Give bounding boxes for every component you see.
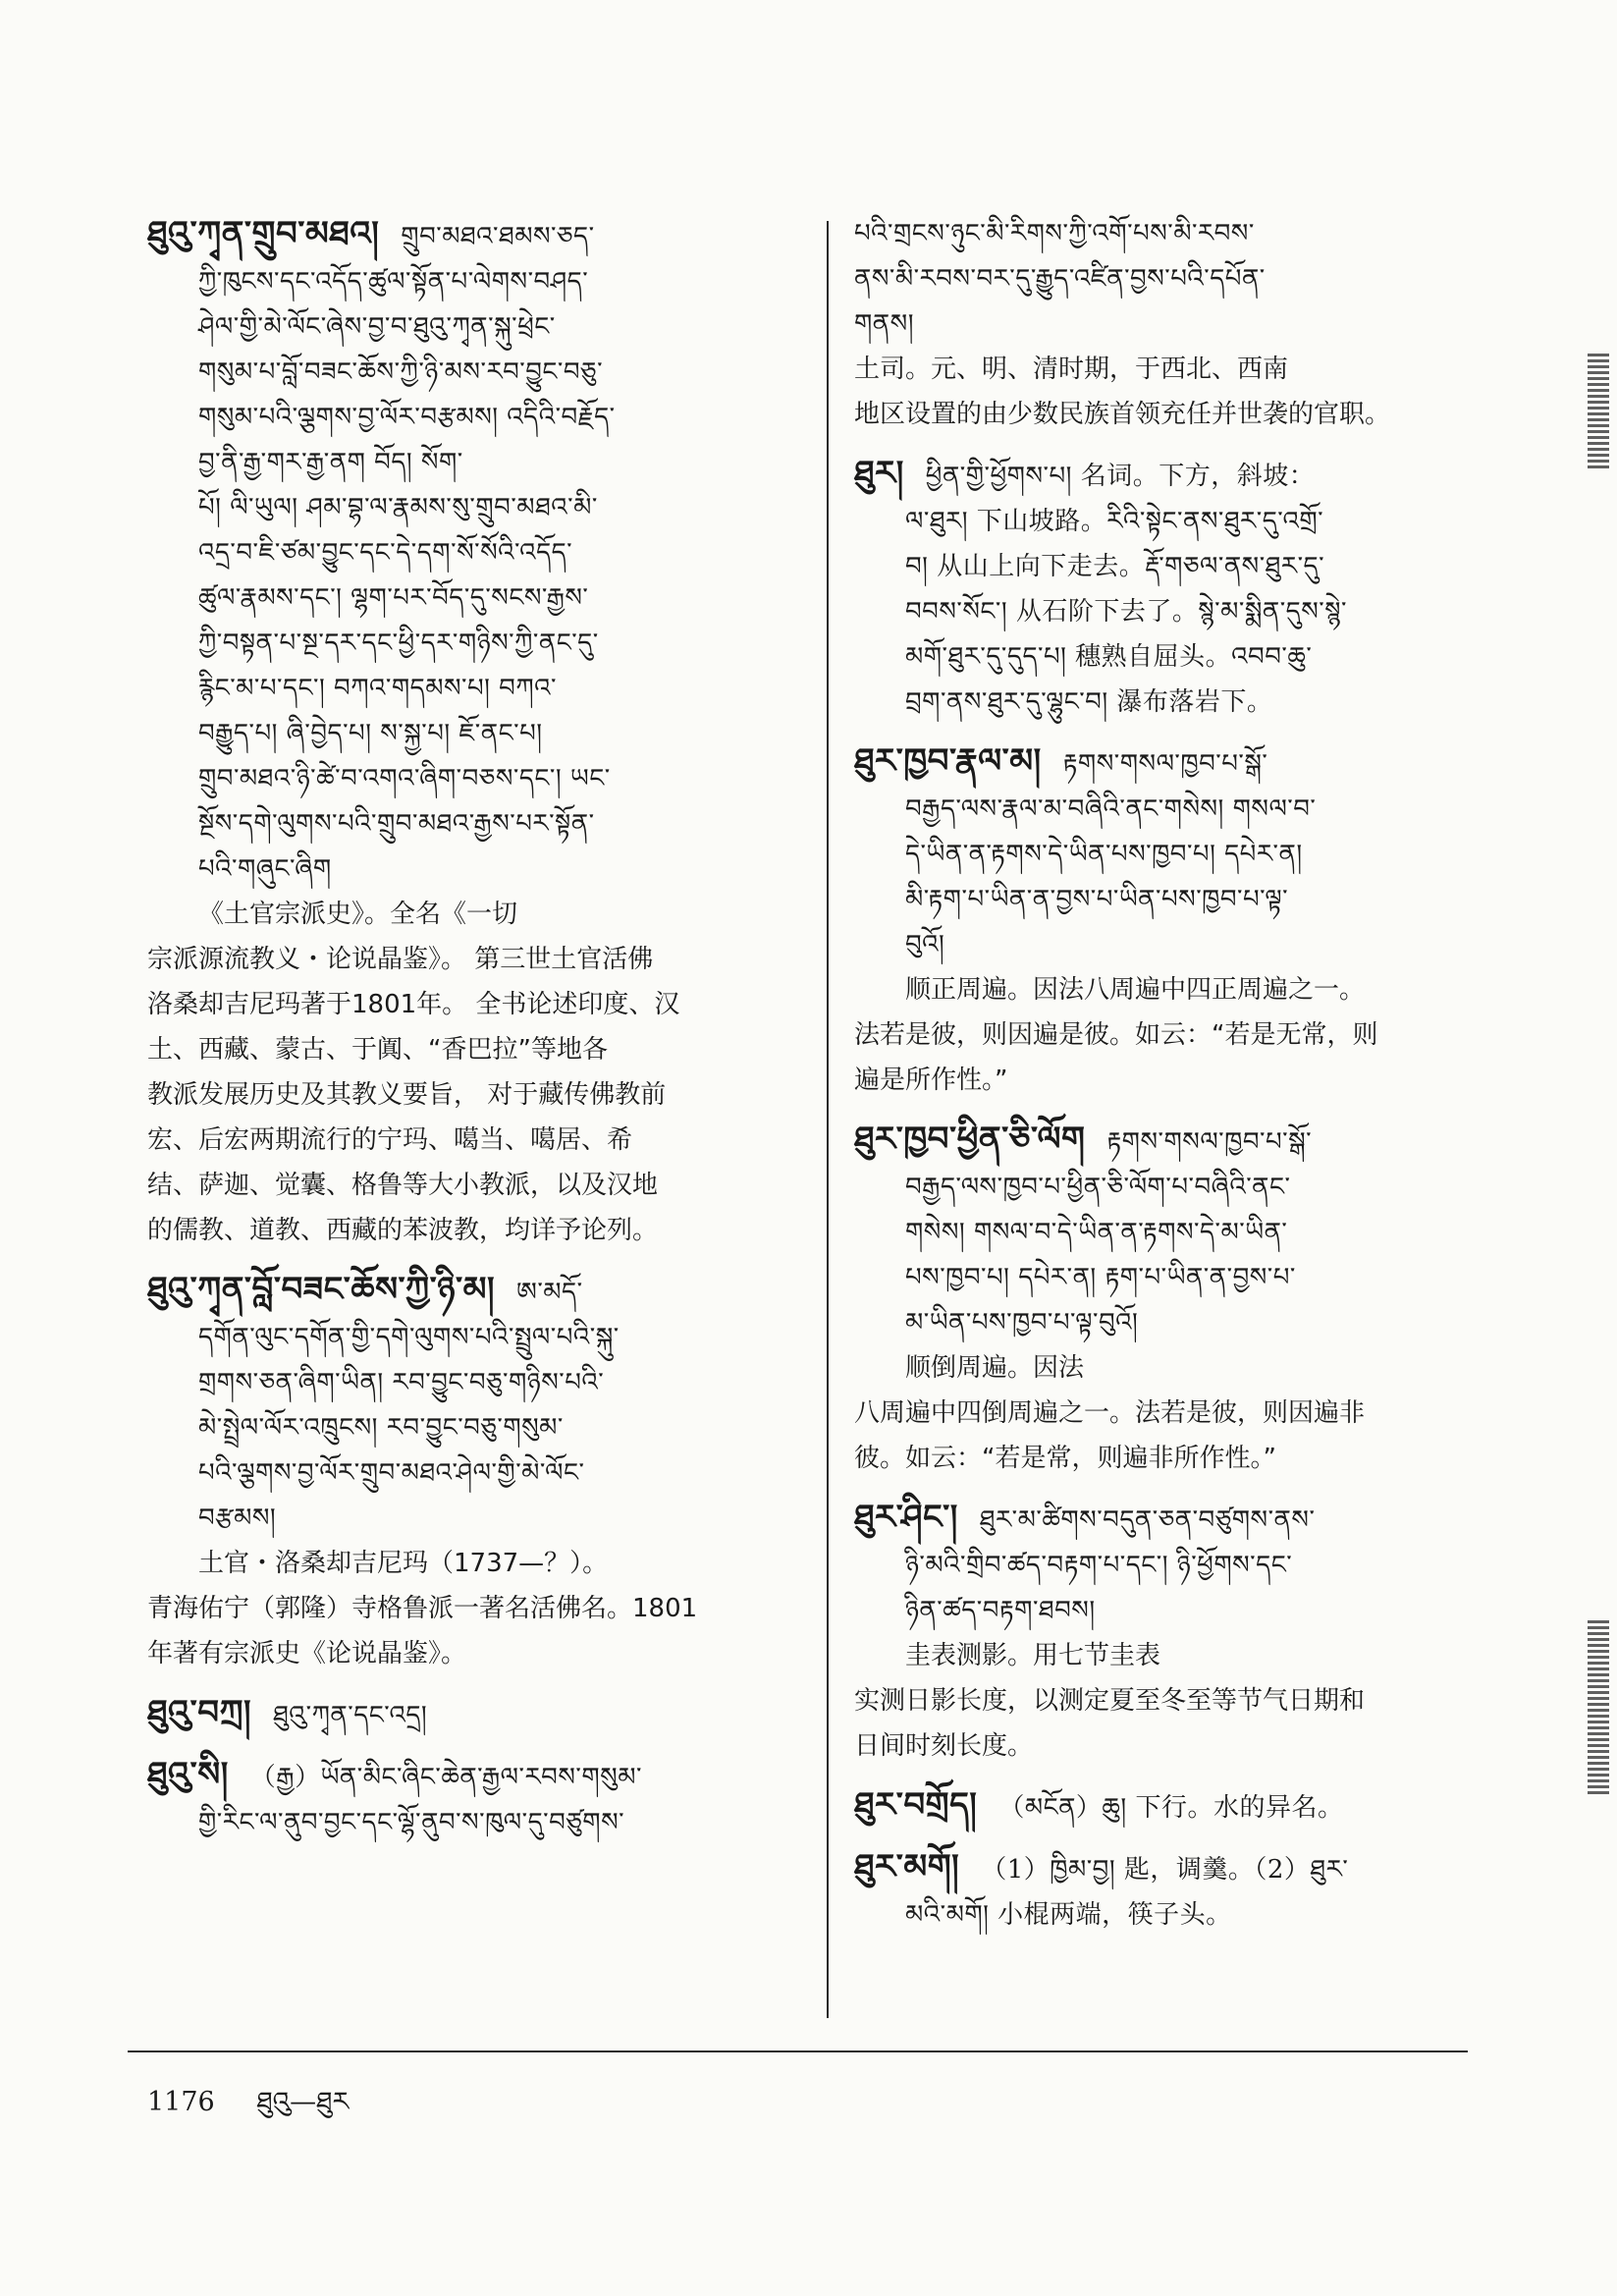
chinese-definition: 年著有宗派史《论说晶鉴》。 (147, 1639, 467, 1668)
tibetan-text: གསུམ་པ་བློ་བཟང་ཆོས་ཀྱི་ཉི་མས་རབ་བྱུང་བཅུ་ (198, 357, 604, 387)
headword: ཐུར་བགྲོད། (854, 1785, 978, 1825)
tibetan-text: གྲུབ་མཐའ་ཉི་ཚེ་བ་འགའ་ཞིག་བཅས་དང་། ཡང་ (198, 764, 611, 793)
entry-line (854, 589, 1482, 634)
footer-rule (128, 2050, 1468, 2052)
tibetan-text: ཤེལ་གྱི་མེ་ལོང་ཞེས་བྱ་བ་ཐུའུ་ཀྭན་སྐུ་ཕྲེང་ (198, 312, 556, 342)
entry-line (854, 1844, 1482, 1892)
chinese-definition: 教派发展历史及其教义要旨， 对于藏传佛教前 (147, 1080, 667, 1110)
tibetan-text: གསེས། གསལ་བ་དེ་ཡིན་ན་རྟགས་དེ་མ་ཡིན་ (905, 1218, 1288, 1247)
entry-line (854, 680, 1482, 725)
tibetan-text: ཀྱི་ཁུངས་དང་འདོད་ཚུལ་སྟོན་པ་ལེགས་བཤད་ (198, 267, 589, 297)
headword: ཐུའུ་ཀྭན་བློ་བཟང་ཆོས་ཀྱི་ཉི་མ། (147, 1270, 496, 1309)
chinese-definition: 地区设置的由少数民族首领充任并世袭的官职。 (854, 400, 1391, 429)
entry-line (854, 1495, 1482, 1543)
entry-line (147, 304, 795, 350)
entry-line (854, 1543, 1482, 1588)
column-divider (827, 221, 829, 2018)
chinese-definition: 顺正周遍。因法八周遍中四正周遍之一。 (905, 975, 1366, 1005)
entry-line (147, 395, 795, 440)
entry-line (147, 350, 795, 395)
entry-line (147, 1360, 795, 1405)
chinese-definition: 《土官宗派史》。全名《一切 (198, 900, 518, 929)
entry-line (854, 1588, 1482, 1633)
chinese-definition: 的儒教、道教、西藏的苯波教，均详予论列。 (147, 1216, 659, 1245)
page-number: 1176 (147, 2087, 215, 2117)
entry-line (854, 1210, 1482, 1255)
entry-line (854, 1300, 1482, 1345)
dictionary-entry (854, 1495, 1482, 1769)
dictionary-entry (854, 451, 1482, 725)
entry-line (147, 485, 795, 530)
chinese-definition: 遍是所作性。” (854, 1066, 1008, 1095)
tibetan-text: མི་རྟག་པ་ཡིན་ན་བྱས་པ་ཡིན་པས་ཁྱབ་པ་ལྟ་ (905, 885, 1289, 914)
tibetan-text: ཉི་མའི་གྲིབ་ཚད་བརྟག་པ་དང་། ཉི་ཕྱོགས་དང་ (905, 1551, 1293, 1580)
entry-line (147, 259, 795, 304)
entry-line (147, 847, 795, 892)
chinese-definition: 青海佑宁（郭隆）寺格鲁派一著名活佛名。1801 (147, 1594, 698, 1623)
entry-line (147, 801, 795, 847)
tibetan-text: བ། 从山上向下走去。རྡོ་གཅལ་ནས་ཐུར་དུ་ (905, 552, 1325, 581)
chinese-definition: 圭表测影。用七节圭表 (905, 1641, 1161, 1670)
scan-edge-mark (1588, 354, 1609, 471)
tibetan-text: འདྲ་བ་ཇི་ཙམ་བྱུང་དང་དེ་དག་སོ་སོའི་འདོད་ (198, 538, 573, 568)
tibetan-text: མེ་སྤྲེལ་ལོར་འཁྲུངས། རབ་བྱུང་བཅུ་གསུམ་ (198, 1413, 564, 1443)
entry-line (854, 499, 1482, 544)
tibetan-text: སྔོས་དགེ་ལུགས་པའི་གྲུབ་མཐའ་རྒྱས་པར་སྟོན་ (198, 809, 595, 839)
entry-line (147, 756, 795, 801)
dictionary-entry (854, 211, 1482, 437)
tibetan-text: （རྒྱ）ཡོན་མིང་ཞིང་ཆེན་རྒྱལ་རབས་གསུམ་ (249, 1763, 642, 1792)
entry-line (147, 1800, 795, 1845)
entry-line (854, 1255, 1482, 1300)
tibetan-text: བུའོ། (905, 930, 945, 959)
entry-line (854, 301, 1482, 347)
entry-line (147, 211, 795, 259)
tibetan-text: དེ་ཡིན་ན་རྟགས་དེ་ཡིན་པས་ཁྱབ་པ། དཔེར་ན། (905, 840, 1303, 869)
tibetan-text: པའི་གྲངས་ཉུང་མི་རིགས་ཀྱི་འགོ་པས་མི་རབས་ (854, 219, 1255, 248)
chinese-definition: 实测日影长度，以测定夏至冬至等节气日期和 (854, 1686, 1366, 1716)
entry-line (854, 634, 1482, 680)
chinese-definition: 洛桑却吉尼玛著于1801年。 全书论述印度、汉 (147, 990, 680, 1019)
dictionary-entry (854, 738, 1482, 1103)
tibetan-text: （མངོན）ཆུ། 下行。水的异名。 (998, 1793, 1344, 1823)
tibetan-text: མའི་མགོ། 小棍两端，筷子头。 (905, 1900, 1232, 1930)
tibetan-text: རྙིང་མ་པ་དང་། བཀའ་གདམས་པ། བཀའ་ (198, 674, 557, 703)
entry-line (147, 1405, 795, 1450)
entry-line (147, 1690, 795, 1738)
tibetan-text: བྱ་ནི་རྒྱ་གར་རྒྱ་ནག བོད། སོག་ (198, 448, 463, 477)
chinese-definition: 土、西藏、蒙古、于阗、“香巴拉”等地各 (147, 1035, 608, 1065)
entry-line (854, 1782, 1482, 1831)
tibetan-text: དགོན་ལུང་དགོན་གྱི་དགེ་ལུགས་པའི་སྤྲུལ་པའི་སྐུ་ (198, 1323, 620, 1352)
headword: ཐུའུ་ཀྭན་གྲུབ་མཐའ། (147, 214, 380, 253)
tibetan-text: ཀྱི་བསྟན་པ་སྔ་དར་དང་ཕྱི་དར་གཉིས་ཀྱི་ནང་དུ་ (198, 629, 599, 658)
entry-line (147, 530, 795, 575)
entry-line (854, 877, 1482, 922)
tibetan-text: མགོ་ཐུར་དུ་དུད་པ། 穗熟自屈头。འབབ་ཆུ་ (905, 642, 1313, 672)
tibetan-text: མ་ཡིན་པས་ཁྱབ་པ་ལྟ་བུའོ། (905, 1308, 1139, 1338)
scan-edge-mark (1588, 1620, 1609, 1797)
dictionary-entry (854, 1844, 1482, 1938)
tibetan-text: བབས་སོང་། 从石阶下去了。སྙེ་མ་སྨིན་དུས་སྙེ་ (905, 597, 1347, 627)
chinese-definition: 宗派源流教义・论说晶鉴》。 第三世土官活佛 (147, 945, 654, 974)
tibetan-text: བྲག་ནས་ཐུར་དུ་ལྷུང་བ། 瀑布落岩下。 (905, 687, 1273, 717)
tibetan-text: ཉིན་ཚད་བརྟག་ཐབས། (905, 1596, 1096, 1625)
entry-line (854, 211, 1482, 256)
tibetan-text: བརྒྱུད་པ། ཞི་བྱེད་པ། ས་སྐྱ་པ། ཇོ་ནང་པ། (198, 719, 543, 748)
dictionary-entry (854, 1782, 1482, 1831)
entry-line (147, 1315, 795, 1360)
entry-line (854, 544, 1482, 589)
tibetan-text: གྲུབ་མཐའ་ཐམས་ཅད་ (401, 222, 595, 251)
entry-line (854, 832, 1482, 877)
entry-line (854, 787, 1482, 832)
entry-line (854, 1892, 1482, 1938)
dictionary-entry (147, 211, 795, 1253)
tibetan-text: བརྒྱད་ལས་རྣལ་མ་བཞིའི་ནང་གསེས། གསལ་བ་ (905, 794, 1317, 824)
tibetan-text: གསུམ་པའི་ལྕགས་བྱ་ལོར་བརྩམས། འདིའི་བརྗོད་ (198, 403, 616, 432)
tibetan-text: པའི་ལྕགས་བྱ་ལོར་གྲུབ་མཐའ་ཤེལ་གྱི་མེ་ལོང་ (198, 1458, 585, 1488)
entry-line (854, 451, 1482, 499)
chinese-definition: 土司。元、明、清时期，于西北、西南 (854, 355, 1289, 384)
right-column (854, 211, 1482, 1951)
page-range: ཐུའུ—ཐུར (256, 2087, 350, 2117)
chinese-definition: 彼。如云：“若是常，则遍非所作性。” (854, 1444, 1276, 1473)
dictionary-entry (147, 1267, 795, 1676)
dictionary-entry (147, 1690, 795, 1738)
page-footer (147, 2072, 349, 2147)
chinese-definition: 宏、后宏两期流行的宁玛、噶当、噶居、希 (147, 1125, 633, 1155)
entry-line (854, 738, 1482, 787)
tibetan-text: གྱི་རིང་ལ་ནུབ་བྱང་དང་ལྷོ་ནུབ་ས་ཁུལ་དུ་བཙུགས་ (198, 1808, 625, 1837)
left-column (147, 211, 795, 1859)
tibetan-text: རྟགས་གསལ་ཁྱབ་པ་སྒོ་ (1106, 1127, 1313, 1157)
headword: ཐུའུ་བཀྲ། (147, 1693, 252, 1732)
tibetan-text: （1）ཁྱིམ་བྱ། 匙，调羹。（2）ཐུར་ (981, 1855, 1349, 1885)
entry-line (854, 256, 1482, 301)
chinese-definition: 日间时刻长度。 (854, 1731, 1034, 1761)
entry-line (147, 440, 795, 485)
chinese-definition: 法若是彼，则因遍是彼。如云：“若是无常，则 (854, 1020, 1378, 1050)
tibetan-text: གནས། (854, 309, 914, 339)
tibetan-text: པོ། ལི་ཡུལ། ཤམ་བྷ་ལ་རྣམས་སུ་གྲུབ་མཐའ་མི་ (198, 493, 598, 522)
tibetan-text: བརྩམས། (198, 1503, 277, 1533)
tibetan-text: པའི་གཞུང་ཞིག (198, 854, 332, 884)
headword: ཐུའུ་སི། (147, 1755, 229, 1794)
tibetan-text: བརྒྱད་ལས་ཁྱབ་པ་ཕྱིན་ཅི་ལོག་པ་བཞིའི་ནང་ (905, 1173, 1291, 1202)
entry-line (854, 1117, 1482, 1165)
dictionary-entry (147, 1752, 795, 1845)
dictionary-entry (854, 1117, 1482, 1481)
headword: ཐུར། (854, 454, 904, 493)
entry-line (147, 621, 795, 666)
entry-line (147, 1267, 795, 1315)
tibetan-text: ལ་ཐུར། 下山坡路。རིའི་སྟེང་ནས་ཐུར་དུ་འགྲོ་ (905, 507, 1324, 536)
entry-line (147, 666, 795, 711)
entry-line (147, 1496, 795, 1541)
entry-line (147, 1752, 795, 1800)
chinese-definition: 土官・洛桑却吉尼玛（1737—？）。 (198, 1549, 609, 1578)
headword: ཐུར་ཁྱབ་ཕྱིན་ཅི་ལོག (854, 1120, 1086, 1159)
tibetan-text: ནས་མི་རབས་བར་དུ་རྒྱུད་འཛིན་བྱས་པའི་དཔོན་ (854, 264, 1266, 294)
tibetan-text: པས་ཁྱབ་པ། དཔེར་ན། རྟག་པ་ཡིན་ན་བྱས་པ་ (905, 1263, 1296, 1292)
headword: ཐུར་ཤིང་། (854, 1498, 958, 1537)
chinese-definition: 八周遍中四倒周遍之一。法若是彼，则因遍非 (854, 1398, 1366, 1428)
tibetan-text: ཐུའུ་ཀྭན་དང་འདྲ། (273, 1701, 428, 1730)
entry-line (147, 575, 795, 621)
tibetan-text: ཕྱིན་གྱི་ཕྱོགས་པ། 名词。下方，斜坡： (925, 462, 1316, 491)
chinese-definition: 结、萨迦、觉囊、格鲁等大小教派，以及汉地 (147, 1171, 659, 1200)
tibetan-text: ཨ་མདོ་ (516, 1278, 583, 1307)
headword: ཐུར་མགོ། (854, 1847, 960, 1886)
chinese-definition: 顺倒周遍。因法 (905, 1353, 1085, 1383)
tibetan-text: གྲགས་ཅན་ཞིག་ཡིན། རབ་བྱུང་བཅུ་གཉིས་པའི་ (198, 1368, 605, 1397)
headword: ཐུར་ཁྱབ་རྣལ་མ། (854, 741, 1042, 781)
tibetan-text: ཚུལ་རྣམས་དང་། ལྷག་པར་བོད་དུ་སངས་རྒྱས་ (198, 583, 589, 613)
tibetan-text: ཐུར་མ་ཚིགས་བདུན་ཅན་བཙུགས་ནས་ (979, 1505, 1316, 1535)
tibetan-text: རྟགས་གསལ་ཁྱབ་པ་སྒོ་ (1062, 749, 1268, 779)
entry-line (854, 1165, 1482, 1210)
entry-line (147, 1450, 795, 1496)
entry-line (854, 922, 1482, 967)
entry-line (147, 711, 795, 756)
